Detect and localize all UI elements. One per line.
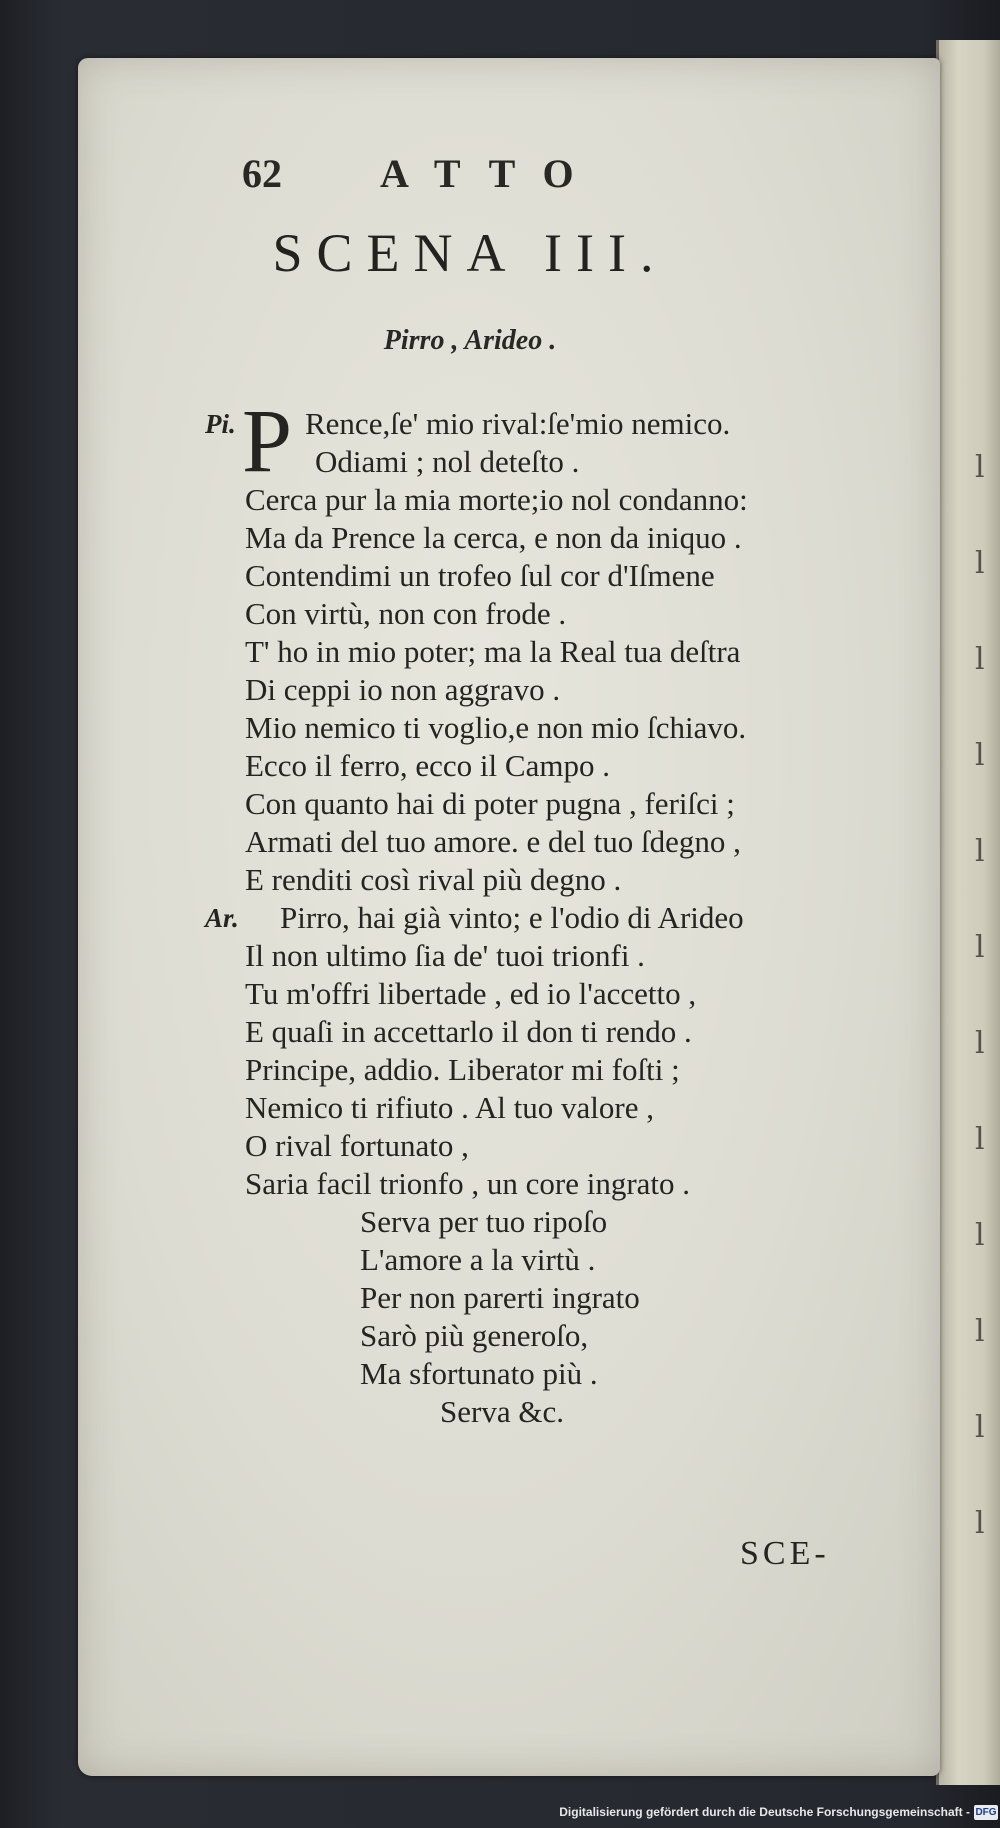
line-text: O rival fortunato , [245,1128,469,1163]
speaker-label: Pi. [205,409,236,439]
text-line [150,1089,910,1127]
line-text: Saria facil trionfo , un core ingrato . [245,1166,691,1201]
line-text: Rence,ſe' mio rival:ſe'mio nemico. [305,406,731,441]
line-text: Con virtù, non con frode . [245,596,567,631]
text-line [150,671,910,709]
dialogue-text [150,392,910,1431]
aria-line [150,1241,910,1279]
text-line [150,823,910,861]
line-text: E renditi così rival più degno . [245,862,622,897]
text-line [150,975,910,1013]
text-line [150,1051,910,1089]
text-line [150,937,910,975]
line-text: Tu m'offri libertade , ed io l'accetto , [245,976,697,1011]
line-text: Mio nemico ti voglio,e non mio ſchiavo. [245,710,747,745]
aria-line [150,1279,910,1317]
aria-reprise-line [150,1393,910,1431]
text-line [150,519,910,557]
character-list: Pirro , Arideo . [383,325,557,356]
text-line [150,747,910,785]
line-text: Con quanto hai di poter pugna , feriſci ; [245,786,735,821]
text-line [150,595,910,633]
digitization-credit: Digitalisierung gefördert durch die Deutsche Forschungsgemeinschaft - [559,1805,970,1819]
dfg-logo-icon: DFG [975,1807,997,1818]
aria-line [150,1355,910,1393]
aria-text: Sarò più generoſo, [360,1318,589,1353]
line-text: Ecco il ferro, ecco il Campo . [245,748,610,783]
line-text: Di ceppi io non aggravo . [245,672,561,707]
line-text: Odiami ; nol deteſto . [315,444,580,479]
text-line [150,443,910,481]
line-text: Principe, addio. Liberator mi foſti ; [245,1052,680,1087]
running-head [170,150,870,200]
text-line [150,785,910,823]
catchword: SCE- [740,1535,830,1572]
text-line [150,1013,910,1051]
line-text: Il non ultimo ſia de' tuoi trionfi . [245,938,645,973]
aria-text: Per non parerti ingrato [360,1280,640,1315]
aria-reprise: Serva &c. [440,1394,564,1429]
line-text: T' ho in mio poter; ma la Real tua deſtra [245,634,741,669]
line-text: Ma da Prence la cerca, e non da iniquo . [245,520,742,555]
text-line [150,633,910,671]
speaker-label: Ar. [205,903,239,933]
text-line [150,557,910,595]
line-text: Armati del tuo amore. e del tuo ſdegno , [245,824,741,859]
aria-text: L'amore a la virtù . [360,1242,596,1277]
text-line [150,899,910,937]
aria-line [150,1203,910,1241]
drop-cap: P [242,392,293,491]
line-text: Contendimi un trofeo ſul cor d'Iſmene [245,558,715,593]
text-line [150,481,910,519]
text-line [150,1127,910,1165]
text-line [150,1165,910,1203]
line-text: Nemico ti rifiuto . Al tuo valore , [245,1090,654,1125]
aria-text: Serva per tuo ripoſo [360,1204,608,1239]
text-line [150,861,910,899]
next-page-edge-text: l l l l l l l l l l l l [975,450,985,1541]
page-number: 62 [242,151,282,196]
scene-title: SCENA III. [272,223,668,283]
digitization-footer [559,1803,1000,1825]
line-text: E quaſi in accettarlo il don ti rendo . [245,1014,692,1049]
line-text: Cerca pur la mia morte;io nol condanno: [245,482,748,517]
aria-text: Ma sfortunato più . [360,1356,598,1391]
text-line [150,709,910,747]
line-text: Pirro, hai già vinto; e l'odio di Arideo [280,900,744,935]
section-heading: ATTO [380,151,602,196]
aria-line [150,1317,910,1355]
